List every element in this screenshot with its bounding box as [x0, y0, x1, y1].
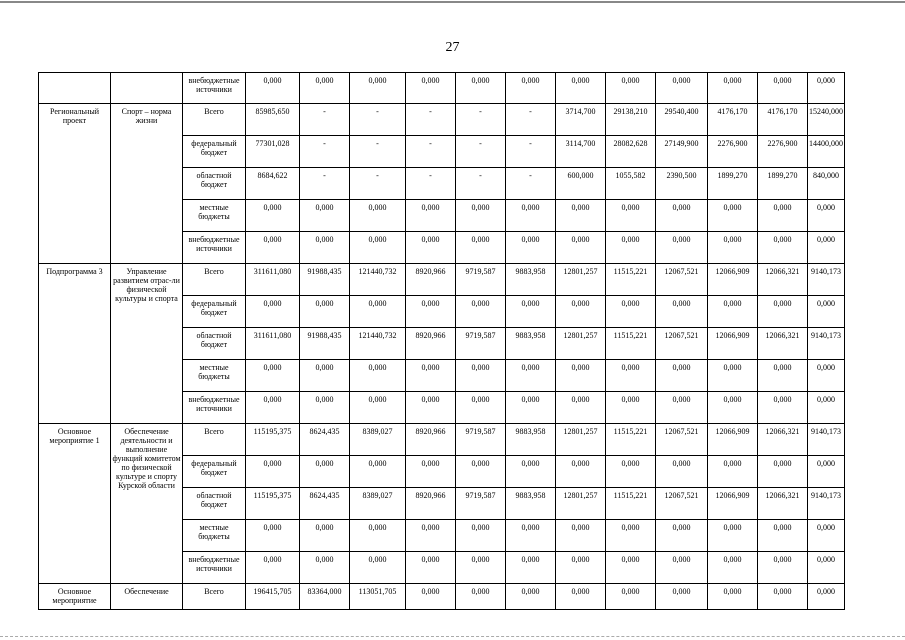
value-cell: 0,000	[708, 232, 758, 264]
value-cell: 0,000	[656, 584, 708, 610]
value-cell: 29540,400	[656, 104, 708, 136]
value-cell: 9140,173	[808, 264, 845, 296]
funding-source-cell: Всего	[183, 584, 246, 610]
value-cell: 0,000	[556, 73, 606, 104]
value-cell: 12801,257	[556, 488, 606, 520]
value-cell: 0,000	[456, 520, 506, 552]
value-cell: 12067,521	[656, 424, 708, 456]
value-cell: 0,000	[808, 360, 845, 392]
value-cell: 12067,521	[656, 488, 708, 520]
funding-source-cell: местные бюджеты	[183, 360, 246, 392]
value-cell: 9719,587	[456, 488, 506, 520]
value-cell: 0,000	[350, 552, 406, 584]
value-cell: 0,000	[456, 584, 506, 610]
value-cell: 8920,966	[406, 264, 456, 296]
value-cell: 0,000	[808, 296, 845, 328]
value-cell: 0,000	[656, 520, 708, 552]
value-cell: 0,000	[350, 456, 406, 488]
value-cell: 9883,958	[506, 328, 556, 360]
value-cell: 840,000	[808, 168, 845, 200]
value-cell: -	[350, 104, 406, 136]
value-cell: 0,000	[300, 392, 350, 424]
funding-source-cell: федеральный бюджет	[183, 136, 246, 168]
value-cell: 0,000	[556, 296, 606, 328]
event-name-cell: Обеспечение деятельности и выполнение функций комитетом по физической культуре и спорту Курской области	[111, 424, 183, 584]
value-cell: -	[456, 104, 506, 136]
value-cell: 0,000	[758, 456, 808, 488]
value-cell: 1055,582	[606, 168, 656, 200]
value-cell: 0,000	[246, 360, 300, 392]
funding-source-cell: местные бюджеты	[183, 520, 246, 552]
value-cell: 0,000	[656, 360, 708, 392]
value-cell: 15240,000	[808, 104, 845, 136]
value-cell: 0,000	[656, 296, 708, 328]
value-cell: 0,000	[506, 584, 556, 610]
value-cell: -	[300, 104, 350, 136]
value-cell: -	[300, 136, 350, 168]
value-cell: 0,000	[350, 392, 406, 424]
value-cell: 9883,958	[506, 424, 556, 456]
value-cell: 0,000	[456, 73, 506, 104]
value-cell: 0,000	[808, 73, 845, 104]
value-cell: 77301,028	[246, 136, 300, 168]
value-cell: 0,000	[300, 456, 350, 488]
value-cell: 0,000	[456, 296, 506, 328]
value-cell: 0,000	[606, 296, 656, 328]
funding-source-cell: внебюджетные источники	[183, 232, 246, 264]
value-cell: -	[350, 168, 406, 200]
value-cell: 0,000	[708, 73, 758, 104]
value-cell: 4176,170	[758, 104, 808, 136]
value-cell: 0,000	[758, 73, 808, 104]
value-cell: 12801,257	[556, 264, 606, 296]
funding-source-cell: внебюджетные источники	[183, 73, 246, 104]
value-cell: 0,000	[656, 392, 708, 424]
value-cell: 0,000	[246, 232, 300, 264]
value-cell: -	[456, 136, 506, 168]
scan-edge-bottom	[0, 636, 905, 637]
table-row	[39, 584, 845, 610]
value-cell: 0,000	[758, 584, 808, 610]
value-cell: 8920,966	[406, 488, 456, 520]
funding-source-cell: федеральный бюджет	[183, 296, 246, 328]
value-cell: 0,000	[606, 520, 656, 552]
value-cell: 12066,321	[758, 264, 808, 296]
funding-source-cell: областной бюджет	[183, 328, 246, 360]
value-cell: 0,000	[808, 232, 845, 264]
funding-source-cell: Всего	[183, 264, 246, 296]
value-cell: 2276,900	[758, 136, 808, 168]
value-cell: 0,000	[656, 200, 708, 232]
value-cell: 0,000	[456, 232, 506, 264]
value-cell: 8624,435	[300, 488, 350, 520]
value-cell: 0,000	[708, 392, 758, 424]
program-name-cell: Основное мероприятие	[39, 584, 111, 610]
value-cell: 14400,000	[808, 136, 845, 168]
value-cell: 0,000	[350, 296, 406, 328]
value-cell: 0,000	[656, 456, 708, 488]
value-cell: 0,000	[456, 200, 506, 232]
value-cell: 85985,650	[246, 104, 300, 136]
value-cell: 12066,909	[708, 488, 758, 520]
value-cell: 0,000	[456, 552, 506, 584]
value-cell: 0,000	[506, 360, 556, 392]
value-cell: 0,000	[506, 73, 556, 104]
event-name-cell	[111, 73, 183, 104]
value-cell: 0,000	[406, 360, 456, 392]
value-cell: 0,000	[300, 200, 350, 232]
value-cell: -	[406, 136, 456, 168]
value-cell: 0,000	[300, 232, 350, 264]
program-name-cell: Подпрограмма 3	[39, 264, 111, 424]
event-name-cell: Управление развитием отрас-ли физической культуры и спорта	[111, 264, 183, 424]
value-cell: 0,000	[656, 552, 708, 584]
table-row	[39, 264, 845, 296]
value-cell: 0,000	[758, 200, 808, 232]
value-cell: 0,000	[506, 200, 556, 232]
value-cell: 0,000	[758, 296, 808, 328]
value-cell: 113051,705	[350, 584, 406, 610]
value-cell: 12067,521	[656, 328, 708, 360]
value-cell: 0,000	[708, 296, 758, 328]
value-cell: 83364,000	[300, 584, 350, 610]
value-cell: 0,000	[350, 73, 406, 104]
value-cell: 0,000	[708, 520, 758, 552]
value-cell: 0,000	[246, 456, 300, 488]
value-cell: 9719,587	[456, 328, 506, 360]
value-cell: 0,000	[556, 232, 606, 264]
value-cell: 0,000	[808, 456, 845, 488]
value-cell: 0,000	[758, 232, 808, 264]
value-cell: 3114,700	[556, 136, 606, 168]
value-cell: 9140,173	[808, 328, 845, 360]
value-cell: 3714,700	[556, 104, 606, 136]
value-cell: 0,000	[506, 296, 556, 328]
value-cell: 0,000	[406, 73, 456, 104]
value-cell: 0,000	[606, 584, 656, 610]
value-cell: 121440,732	[350, 264, 406, 296]
value-cell: 0,000	[606, 73, 656, 104]
value-cell: 9883,958	[506, 488, 556, 520]
value-cell: 121440,732	[350, 328, 406, 360]
value-cell: 11515,221	[606, 264, 656, 296]
value-cell: 0,000	[808, 200, 845, 232]
value-cell: 0,000	[350, 232, 406, 264]
value-cell: 9883,958	[506, 264, 556, 296]
value-cell: 0,000	[300, 296, 350, 328]
value-cell: 8684,622	[246, 168, 300, 200]
value-cell: 0,000	[606, 200, 656, 232]
table-row	[39, 73, 845, 104]
value-cell: 0,000	[708, 584, 758, 610]
value-cell: 0,000	[606, 360, 656, 392]
value-cell: 0,000	[350, 520, 406, 552]
value-cell: 600,000	[556, 168, 606, 200]
value-cell: 1899,270	[758, 168, 808, 200]
funding-source-cell: Всего	[183, 104, 246, 136]
value-cell: 29138,210	[606, 104, 656, 136]
value-cell: 0,000	[406, 584, 456, 610]
table-row	[39, 424, 845, 456]
value-cell: 11515,221	[606, 488, 656, 520]
value-cell: -	[456, 168, 506, 200]
value-cell: 0,000	[246, 73, 300, 104]
value-cell: 0,000	[556, 200, 606, 232]
value-cell: 0,000	[758, 392, 808, 424]
value-cell: 0,000	[406, 552, 456, 584]
value-cell: 0,000	[556, 584, 606, 610]
value-cell: 11515,221	[606, 424, 656, 456]
value-cell: 0,000	[406, 200, 456, 232]
value-cell: 0,000	[300, 360, 350, 392]
value-cell: 0,000	[300, 73, 350, 104]
value-cell: 0,000	[506, 456, 556, 488]
value-cell: 11515,221	[606, 328, 656, 360]
value-cell: 0,000	[506, 232, 556, 264]
scan-edge-top	[0, 1, 905, 3]
funding-source-cell: областной бюджет	[183, 168, 246, 200]
value-cell: 0,000	[350, 200, 406, 232]
funding-source-cell: местные бюджеты	[183, 200, 246, 232]
value-cell: 0,000	[606, 232, 656, 264]
value-cell: 0,000	[456, 456, 506, 488]
value-cell: 0,000	[246, 520, 300, 552]
value-cell: 0,000	[556, 392, 606, 424]
value-cell: 8389,027	[350, 488, 406, 520]
value-cell: 0,000	[808, 552, 845, 584]
value-cell: 0,000	[556, 456, 606, 488]
value-cell: 91988,435	[300, 264, 350, 296]
value-cell: 0,000	[708, 456, 758, 488]
value-cell: 115195,375	[246, 424, 300, 456]
value-cell: 8389,027	[350, 424, 406, 456]
program-name-cell: Региональный проект	[39, 104, 111, 264]
funding-source-cell: федеральный бюджет	[183, 456, 246, 488]
value-cell: 0,000	[350, 360, 406, 392]
value-cell: 0,000	[708, 552, 758, 584]
value-cell: 311611,080	[246, 328, 300, 360]
value-cell: 27149,900	[656, 136, 708, 168]
event-name-cell: Спорт – норма жизни	[111, 104, 183, 264]
value-cell: 12066,909	[708, 264, 758, 296]
value-cell: 0,000	[556, 520, 606, 552]
value-cell: -	[350, 136, 406, 168]
value-cell: 12066,321	[758, 488, 808, 520]
program-name-cell	[39, 73, 111, 104]
value-cell: 0,000	[808, 392, 845, 424]
value-cell: -	[506, 168, 556, 200]
value-cell: 2276,900	[708, 136, 758, 168]
value-cell: 8624,435	[300, 424, 350, 456]
value-cell: 9719,587	[456, 264, 506, 296]
value-cell: 0,000	[456, 360, 506, 392]
value-cell: 12066,909	[708, 328, 758, 360]
value-cell: 12066,321	[758, 424, 808, 456]
value-cell: 0,000	[606, 552, 656, 584]
value-cell: 2390,500	[656, 168, 708, 200]
value-cell: 9719,587	[456, 424, 506, 456]
value-cell: 0,000	[708, 360, 758, 392]
value-cell: 91988,435	[300, 328, 350, 360]
page-number: 27	[445, 40, 460, 55]
value-cell: 0,000	[556, 360, 606, 392]
value-cell: 0,000	[708, 200, 758, 232]
value-cell: 0,000	[246, 296, 300, 328]
funding-source-cell: областной бюджет	[183, 488, 246, 520]
value-cell: 0,000	[406, 232, 456, 264]
value-cell: 0,000	[758, 552, 808, 584]
value-cell: 0,000	[606, 392, 656, 424]
value-cell: 0,000	[556, 552, 606, 584]
value-cell: 0,000	[656, 232, 708, 264]
value-cell: 311611,080	[246, 264, 300, 296]
funding-source-cell: внебюджетные источники	[183, 552, 246, 584]
value-cell: 8920,966	[406, 424, 456, 456]
value-cell: 0,000	[300, 520, 350, 552]
value-cell: 0,000	[808, 520, 845, 552]
value-cell: 0,000	[506, 552, 556, 584]
value-cell: 0,000	[246, 200, 300, 232]
value-cell: 4176,170	[708, 104, 758, 136]
value-cell: 0,000	[506, 392, 556, 424]
value-cell: 0,000	[758, 520, 808, 552]
value-cell: 0,000	[606, 456, 656, 488]
value-cell: 0,000	[506, 520, 556, 552]
value-cell: 8920,966	[406, 328, 456, 360]
value-cell: 9140,173	[808, 424, 845, 456]
value-cell: 28082,628	[606, 136, 656, 168]
value-cell: 1899,270	[708, 168, 758, 200]
value-cell: 0,000	[406, 392, 456, 424]
value-cell: 12066,321	[758, 328, 808, 360]
value-cell: -	[406, 104, 456, 136]
value-cell: 12066,909	[708, 424, 758, 456]
value-cell: 0,000	[758, 360, 808, 392]
value-cell: 0,000	[656, 73, 708, 104]
value-cell: 0,000	[300, 552, 350, 584]
value-cell: -	[406, 168, 456, 200]
event-name-cell: Обеспечение	[111, 584, 183, 610]
value-cell: 196415,705	[246, 584, 300, 610]
budget-table	[38, 72, 845, 610]
program-name-cell: Основное мероприятие 1	[39, 424, 111, 584]
value-cell: 0,000	[406, 456, 456, 488]
value-cell: 12067,521	[656, 264, 708, 296]
value-cell: -	[506, 136, 556, 168]
value-cell: 0,000	[456, 392, 506, 424]
value-cell: 12801,257	[556, 328, 606, 360]
funding-source-cell: Всего	[183, 424, 246, 456]
value-cell: 12801,257	[556, 424, 606, 456]
value-cell: -	[300, 168, 350, 200]
value-cell: 0,000	[808, 584, 845, 610]
table-row	[39, 104, 845, 136]
value-cell: 9140,173	[808, 488, 845, 520]
value-cell: 0,000	[246, 552, 300, 584]
value-cell: 0,000	[406, 296, 456, 328]
value-cell: 0,000	[246, 392, 300, 424]
value-cell: -	[506, 104, 556, 136]
value-cell: 0,000	[406, 520, 456, 552]
value-cell: 115195,375	[246, 488, 300, 520]
funding-source-cell: внебюджетные источники	[183, 392, 246, 424]
